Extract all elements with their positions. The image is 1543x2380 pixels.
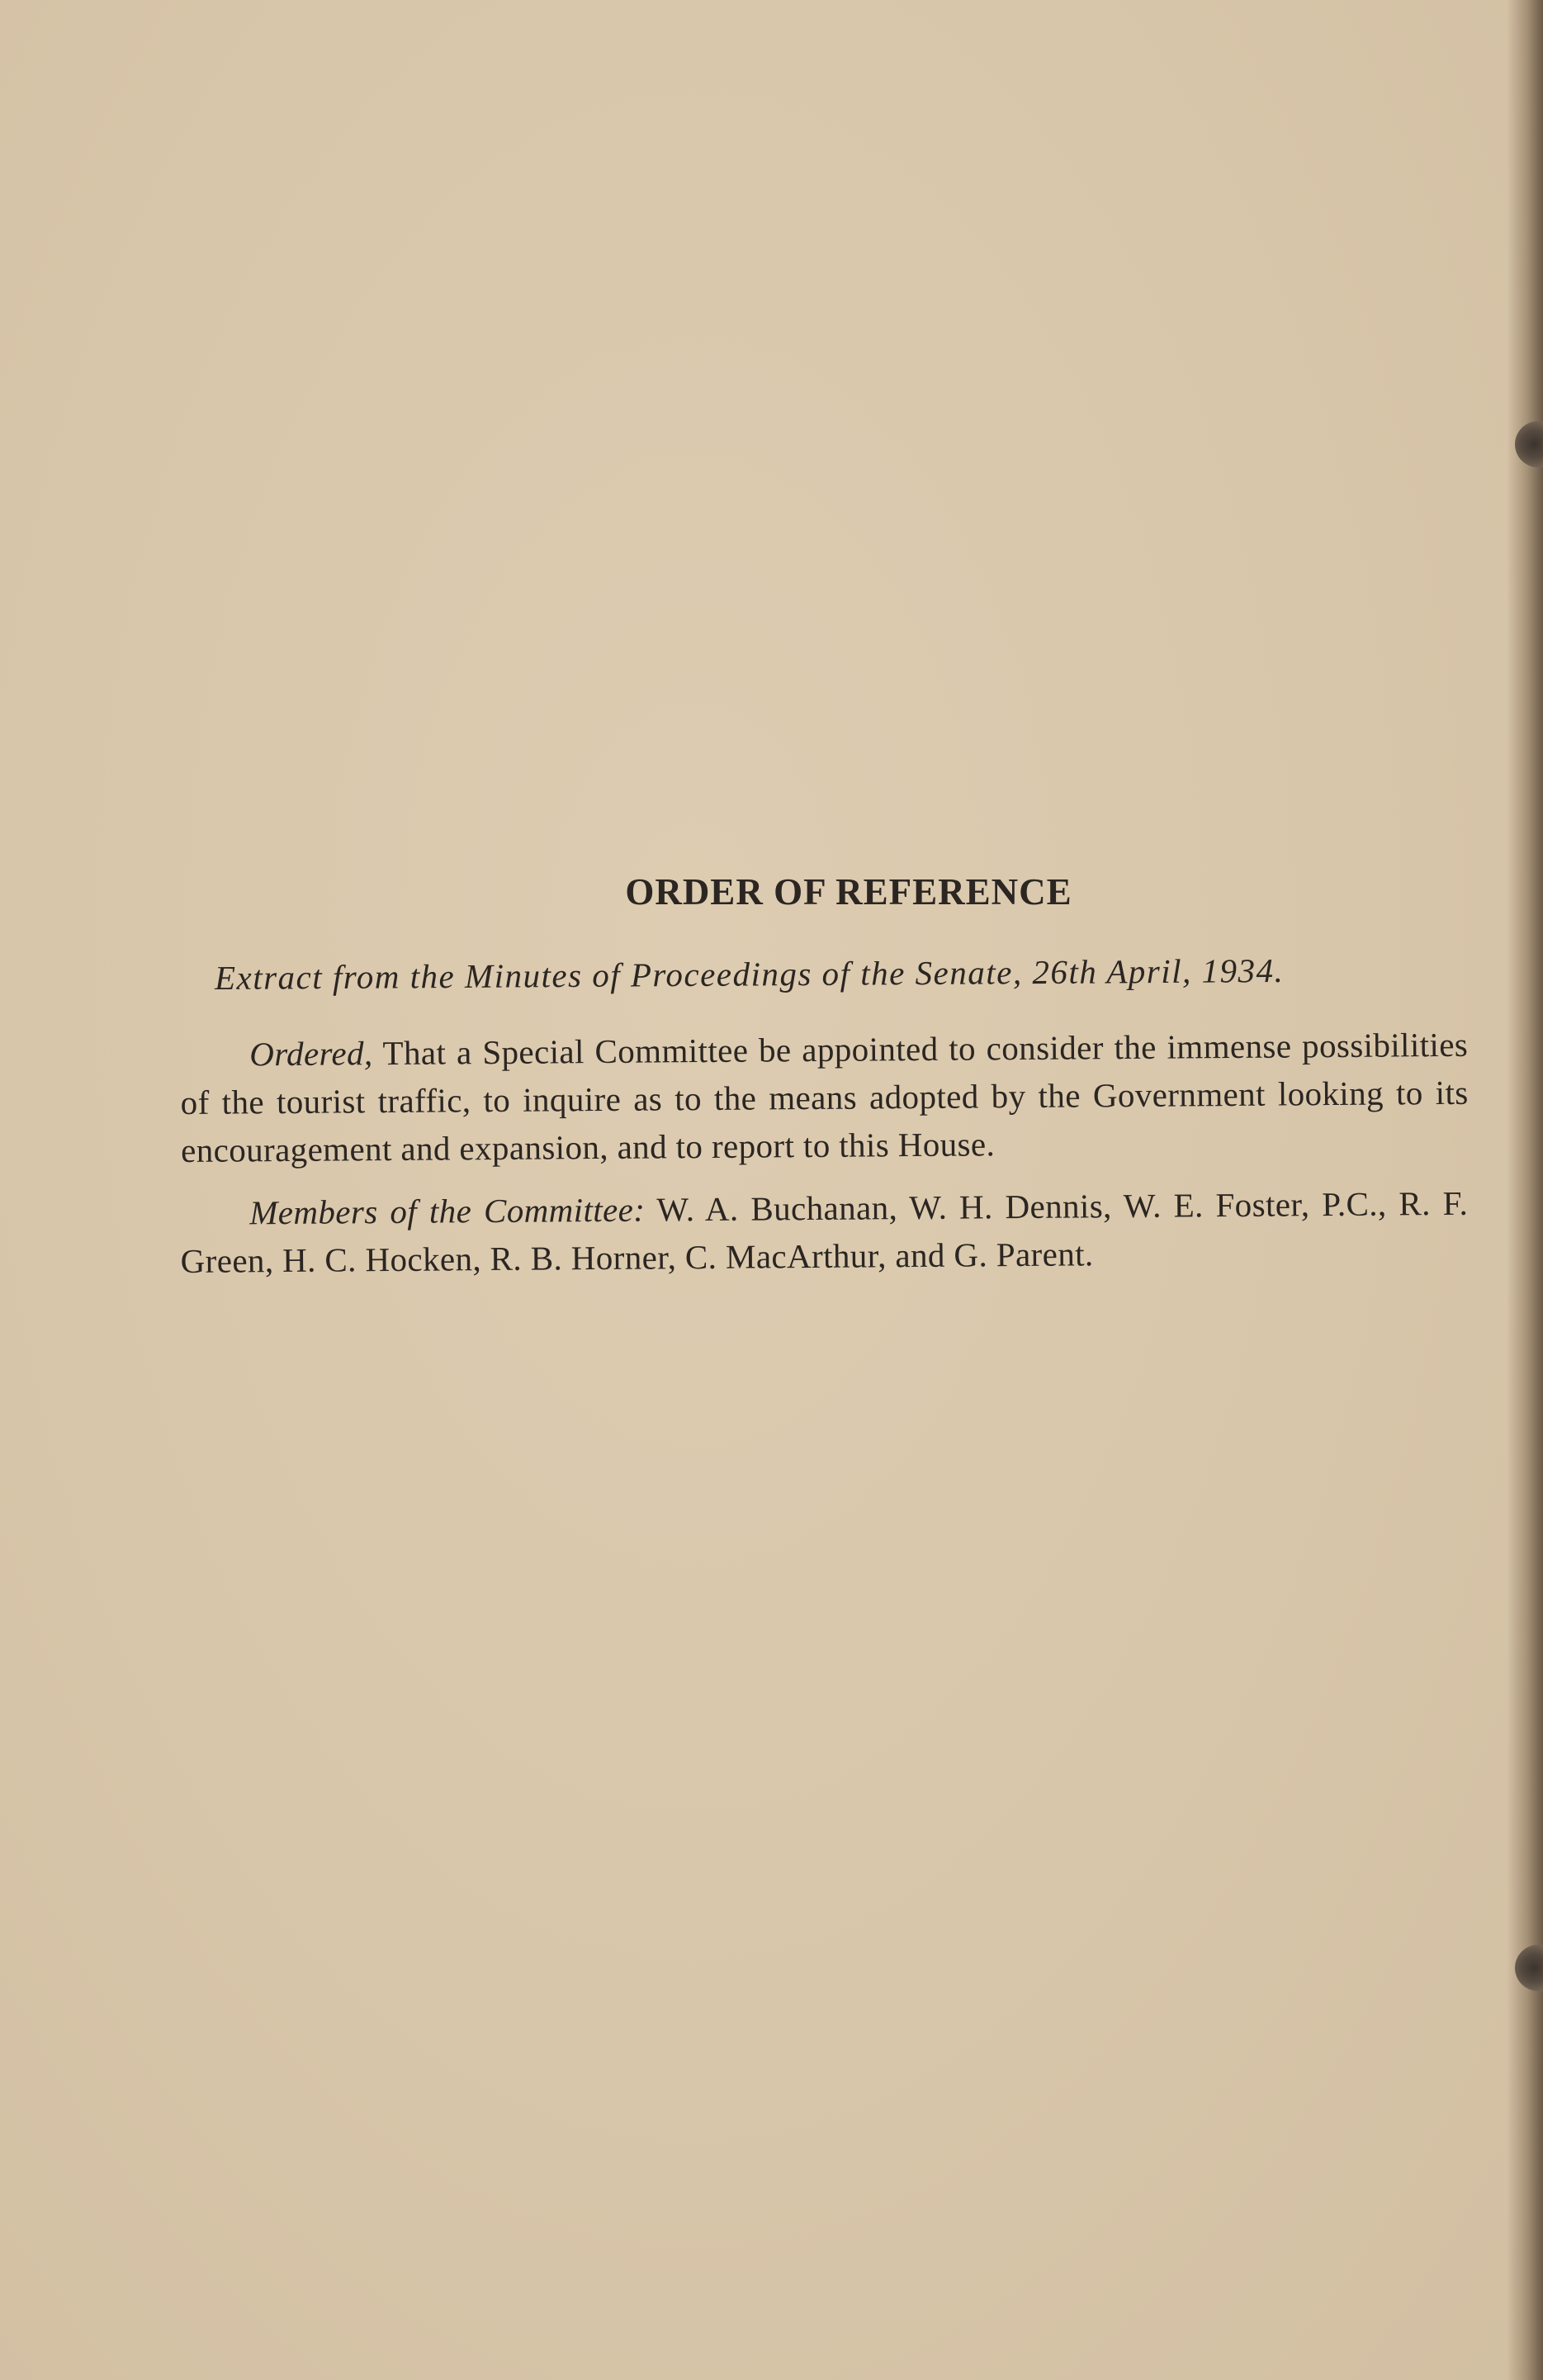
document-body	[180, 867, 1468, 1285]
paragraph-indent	[180, 1065, 249, 1066]
page-title: ORDER OF REFERENCE	[625, 871, 1072, 913]
order-lead: Ordered,	[249, 1034, 373, 1074]
extract-line: Extract from the Minutes of Proceedings of the Senate, 26th April, 1934.	[214, 951, 1285, 997]
members-text: W. A. Buchanan, W. H. Dennis, W. E. Foster, P.C., R. F. Green, H. C. Hocken, R. B. Horner, C. MacArthur, and G. Parent.	[180, 1183, 1469, 1280]
members-lead: Members of the Committee:	[249, 1190, 646, 1232]
order-text: That a Special Committee be appointed to consider the immense possibilities of the tourist traffic, to inquire as to the means adopted by the Government looking to its encouragement and expansion, and to report to this House.	[180, 1025, 1469, 1169]
page-edge-shadow	[1507, 0, 1543, 2380]
members-paragraph	[180, 1179, 1469, 1285]
order-paragraph	[180, 1021, 1469, 1174]
paragraph-indent	[180, 1224, 249, 1225]
